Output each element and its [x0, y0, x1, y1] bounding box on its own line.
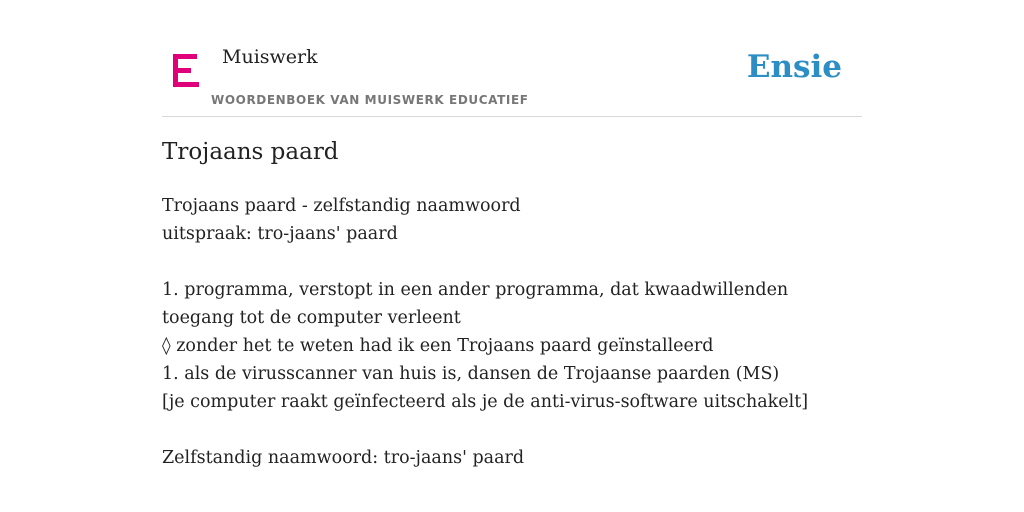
entry-idiom: 1. als de virusscanner van huis is, dansen de Trojaanse paarden (MS) [162, 364, 780, 384]
muiswerk-logo-icon[interactable] [173, 54, 201, 88]
site-header [162, 0, 862, 117]
publisher-name[interactable]: Muiswerk [222, 46, 318, 68]
page-title: Trojaans paard [162, 139, 339, 165]
entry-spacer [162, 248, 862, 276]
entry-example: ◊ zonder het te weten had ik een Trojaans paard geïnstalleerd [162, 336, 714, 356]
entry-body [162, 192, 862, 472]
dictionary-subtitle: WOORDENBOEK VAN MUISWERK EDUCATIEF [211, 93, 529, 107]
entry-spacer [162, 416, 862, 444]
entry-headline: Trojaans paard - zelfstandig naamwoord [162, 196, 521, 216]
entry-idiom-explanation: [je computer raakt geïnfecteerd als je de anti-virus-software uitschakelt] [162, 392, 809, 412]
entry-word-class: Zelfstandig naamwoord: tro-jaans' paard [162, 448, 525, 468]
ensie-logo[interactable]: Ensie [746, 49, 842, 85]
entry-definition: 1. programma, verstopt in een ander programma, dat kwaadwillenden toegang tot de computer verleent [162, 280, 789, 328]
entry-pronunciation: uitspraak: tro-jaans' paard [162, 224, 398, 244]
